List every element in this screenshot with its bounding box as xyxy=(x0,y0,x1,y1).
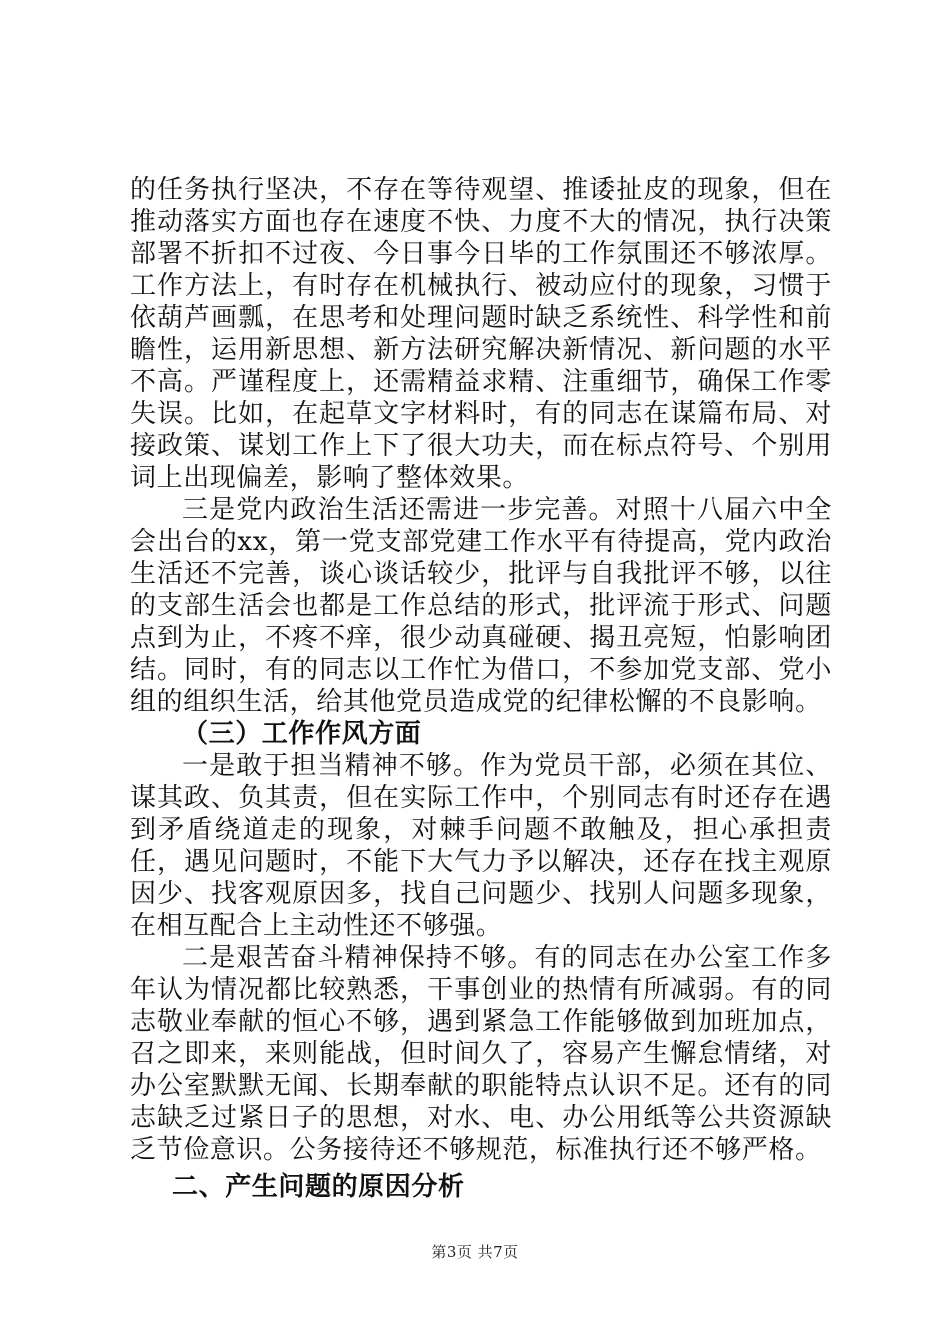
page-number-footer: 第3页 共7页 xyxy=(431,1243,519,1261)
document-body xyxy=(130,174,832,1204)
paragraph-work-style-continued: 的任务执行坚决，不存在等待观望、推诿扯皮的现象，但在推动落实方面也存在速度不快、力度不大的情况，执行决策部署不折扣不过夜、今日事今日毕的工作氛围还不够浓厚。工作方法上，有时存在机械执行、被动应付的现象，习惯于依葫芦画瓢，在思考和处理问题时缺乏系统性、科学性和前瞻性，运用新思想、新方法研究解决新情况、新问题的水平不高。严谨程度上，还需精益求精、注重细节，确保工作零失误。比如，在起草文字材料时，有的同志在谋篇布局、对接政策、谋划工作上下了很大功夫，而在标点符号、个别用词上出现偏差，影响了整体效果。 xyxy=(130,175,832,493)
sub-heading-work-style: （三）工作作风方面 xyxy=(182,719,422,749)
paragraph-hard-work: 二是艰苦奋斗精神保持不够。有的同志在办公室工作多年认为情况都比较熟悉，干事创业的热情有所减弱。有的同志敬业奉献的恒心不够，遇到紧急工作能够做到加班加点，召之即来，来则能战，但时间久了，容易产生懈怠情绪，对办公室默默无闻、长期奉献的职能特点认识不足。还有的同志缺乏过紧日子的思想，对水、电、办公用纸等公共资源缺乏节俭意识。公务接待还不够规范，标准执行还不够严格。 xyxy=(130,943,832,1165)
section-heading-cause-analysis: 二、产生问题的原因分析 xyxy=(172,1172,465,1202)
paragraph-party-life: 三是党内政治生活还需进一步完善。对照十八届六中全会出台的xx，第一党支部党建工作水平有待提高，党内政治生活还不完善，谈心谈话较少，批评与自我批评不够，以往的支部生活会也都是工作总结的形式，批评流于形式、问题点到为止，不疼不痒，很少动真碰硬、揭丑亮短，怕影响团结。同时，有的同志以工作忙为借口，不参加党支部、党小组的组织生活，给其他党员造成党的纪律松懈的不良影响。 xyxy=(130,495,832,717)
paragraph-responsibility: 一是敢于担当精神不够。作为党员干部，必须在其位、谋其政、负其责，但在实际工作中，个别同志有时还存在遇到矛盾绕道走的现象，对棘手问题不敢触及，担心承担责任，遇见问题时，不能下大气力予以解决，还存在找主观原因少、找客观原因多，找自己问题少、找别人问题多现象，在相互配合上主动性还不够强。 xyxy=(130,751,832,941)
